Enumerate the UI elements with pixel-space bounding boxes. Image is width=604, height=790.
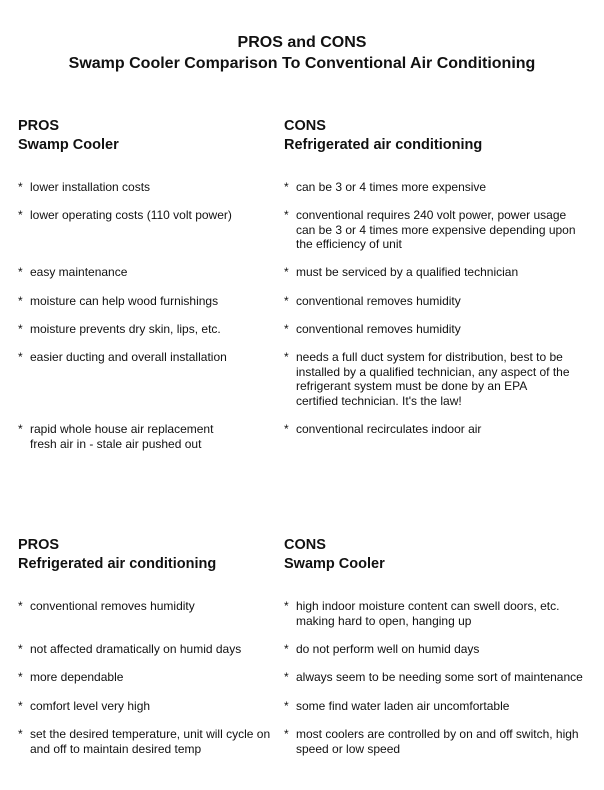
item-text: not affected dramatically on humid days (30, 642, 242, 656)
list-item (284, 180, 604, 195)
section2-cons-subject: Swamp Cooler (284, 556, 385, 572)
bullet-icon: * (284, 727, 289, 741)
list-item (284, 322, 604, 337)
section2-pros-subject: Refrigerated air conditioning (18, 556, 217, 572)
bullet-icon: * (284, 180, 289, 194)
item-text: conventional recirculates indoor air (296, 422, 482, 436)
item-text: needs a full duct system for distribution, best to be installed by a qualified technician, any aspect of the refrigerant system must be done by an EPA certified technician. It's the law! (296, 350, 570, 408)
bullet-icon: * (284, 265, 289, 279)
list-item (18, 599, 300, 614)
bullet-icon: * (284, 208, 289, 222)
bullet-icon: * (284, 322, 289, 336)
list-item (18, 422, 300, 451)
bullet-icon: * (284, 294, 289, 308)
section2-pros-header (18, 536, 308, 574)
list-item (18, 350, 300, 365)
bullet-icon: * (18, 727, 23, 741)
list-item (18, 699, 300, 714)
section1-cons-label: CONS (284, 118, 326, 134)
section2-cons-label: CONS (284, 537, 326, 553)
bullet-icon: * (284, 422, 289, 436)
list-item (284, 350, 604, 408)
item-text: lower operating costs (110 volt power) (30, 208, 232, 222)
bullet-icon: * (284, 642, 289, 656)
item-text: conventional removes humidity (296, 294, 461, 308)
list-item (284, 422, 604, 437)
bullet-icon: * (18, 180, 23, 194)
bullet-icon: * (18, 294, 23, 308)
list-item (18, 265, 300, 280)
list-item (18, 322, 300, 337)
list-item (18, 208, 300, 223)
bullet-icon: * (18, 642, 23, 656)
item-text: easier ducting and overall installation (30, 350, 227, 364)
bullet-icon: * (18, 350, 23, 364)
bullet-icon: * (284, 350, 289, 364)
section2-cons-header (284, 536, 594, 574)
item-text: some find water laden air uncomfortable (296, 699, 510, 713)
list-item (18, 670, 300, 685)
bullet-icon: * (18, 208, 23, 222)
item-text: most coolers are controlled by on and off switch, high speed or low speed (296, 727, 579, 756)
item-text: moisture can help wood furnishings (30, 294, 219, 308)
item-text: easy maintenance (30, 265, 128, 279)
bullet-icon: * (284, 699, 289, 713)
list-item (284, 599, 604, 628)
section1-cons-header (284, 117, 594, 155)
list-item (284, 642, 604, 657)
section1-cons-subject: Refrigerated air conditioning (284, 137, 483, 153)
list-item (18, 180, 300, 195)
item-text: moisture prevents dry skin, lips, etc. (30, 322, 221, 336)
list-item (284, 727, 604, 756)
bullet-icon: * (18, 322, 23, 336)
item-text: more dependable (30, 670, 124, 684)
list-item (284, 265, 604, 280)
item-text: conventional removes humidity (30, 599, 195, 613)
bullet-icon: * (18, 265, 23, 279)
section1-pros-label: PROS (18, 118, 60, 134)
bullet-icon: * (18, 670, 23, 684)
bullet-icon: * (18, 422, 23, 436)
item-text: do not perform well on humid days (296, 642, 480, 656)
item-text: conventional removes humidity (296, 322, 461, 336)
item-text: can be 3 or 4 times more expensive (296, 180, 487, 194)
list-item (18, 642, 300, 657)
item-text: rapid whole house air replacement fresh air in - stale air pushed out (30, 422, 214, 451)
item-text: conventional requires 240 volt power, power usage can be 3 or 4 times more expensive depending upon the efficiency of unit (296, 208, 576, 251)
item-text: lower installation costs (30, 180, 151, 194)
list-item (284, 699, 604, 714)
item-text: high indoor moisture content can swell doors, etc. making hard to open, hanging up (296, 599, 560, 628)
list-item (18, 727, 300, 756)
list-item (18, 294, 300, 309)
bullet-icon: * (284, 670, 289, 684)
item-text: set the desired temperature, unit will cycle on and off to maintain desired temp (30, 727, 271, 756)
item-text: always seem to be needing some sort of maintenance (296, 670, 583, 684)
bullet-icon: * (18, 699, 23, 713)
list-item (284, 208, 604, 252)
title-line-1: PROS and CONS (237, 34, 367, 51)
bullet-icon: * (284, 599, 289, 613)
list-item (284, 670, 604, 685)
title-line-2: Swamp Cooler Comparison To Conventional Air Conditioning (68, 55, 536, 72)
item-text: comfort level very high (30, 699, 151, 713)
section1-pros-header (18, 117, 308, 155)
list-item (284, 294, 604, 309)
bullet-icon: * (18, 599, 23, 613)
section2-pros-label: PROS (18, 537, 60, 553)
item-text: must be serviced by a qualified technician (296, 265, 519, 279)
section1-pros-subject: Swamp Cooler (18, 137, 119, 153)
